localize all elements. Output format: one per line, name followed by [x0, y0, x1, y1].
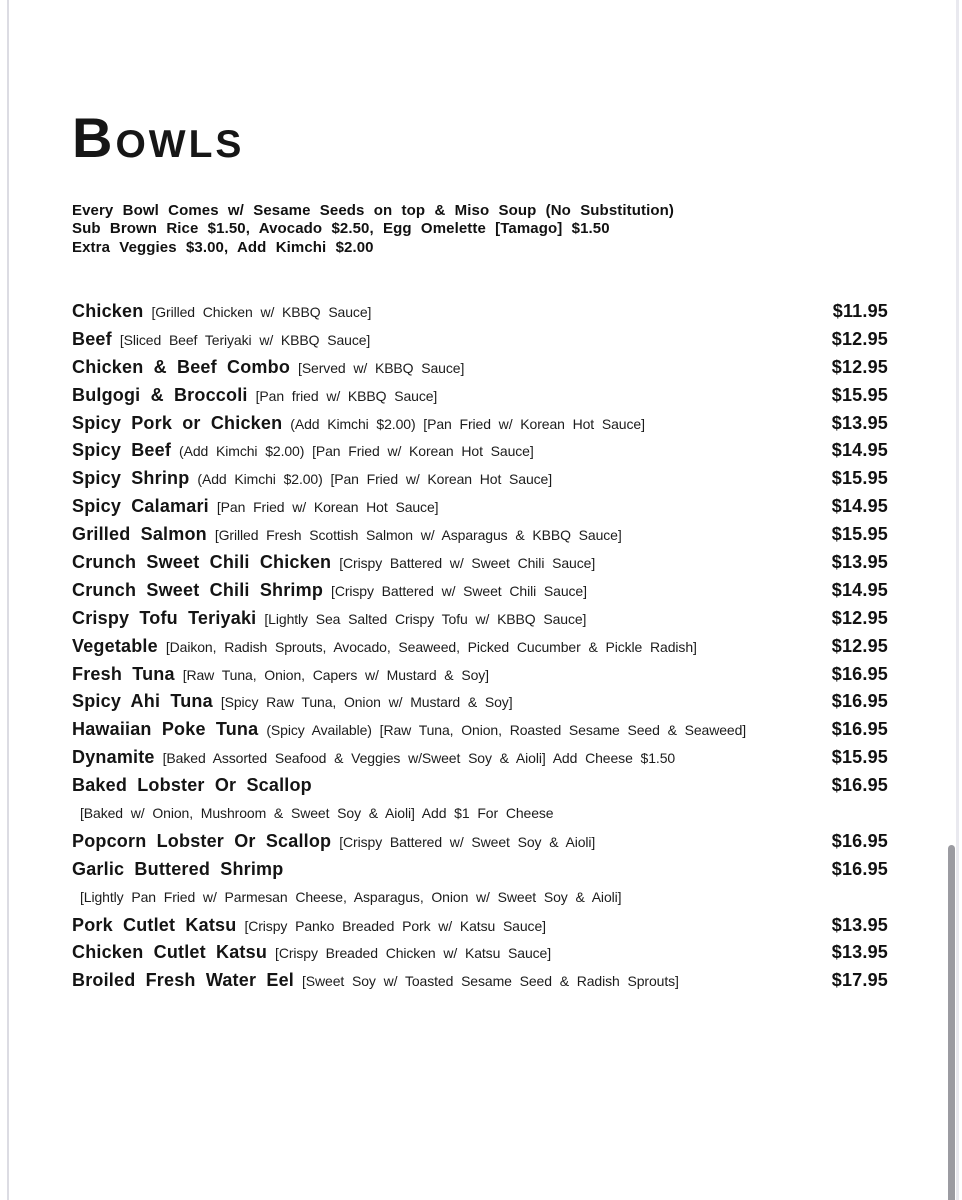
- item-price: $17.95: [830, 967, 888, 995]
- menu-item-subdescription: [Lightly Pan Fried w/ Parmesan Cheese, Asparagus, Onion w/ Sweet Soy & Aioli]: [80, 888, 622, 905]
- item-price: $13.95: [830, 912, 888, 940]
- item-price: $16.95: [830, 716, 888, 744]
- item-name: Fresh Tuna: [72, 663, 175, 684]
- item-price: $15.95: [830, 744, 888, 772]
- menu-note-line: Sub Brown Rice $1.50, Avocado $2.50, Egg Omelette [Tamago] $1.50: [72, 220, 610, 238]
- item-description: [Lightly Sea Salted Crispy Tofu w/ KBBQ Sauce]: [264, 610, 587, 627]
- menu-item-row: [72, 912, 888, 940]
- item-name: Crunch Sweet Chili Chicken: [72, 552, 332, 573]
- menu-item-row: [72, 939, 888, 967]
- item-description: [Crispy Panko Breaded Pork w/ Katsu Sauce]: [244, 917, 546, 934]
- menu-content: [72, 0, 888, 1200]
- item-description: [Pan Fried w/ Korean Hot Sauce]: [216, 499, 439, 516]
- item-price: $12.95: [830, 633, 888, 661]
- menu-item-row: [72, 577, 888, 605]
- menu-item-row: [72, 744, 888, 772]
- menu-item-row: [72, 465, 888, 493]
- item-name: Garlic Buttered Shrimp: [72, 858, 284, 879]
- item-description: [Grilled Fresh Scottish Salmon w/ Asparagus & KBBQ Sauce]: [214, 527, 622, 544]
- item-description: [Crispy Battered w/ Sweet Soy & Aioli]: [339, 833, 596, 850]
- item-name: Chicken & Beef Combo: [72, 356, 291, 377]
- item-description: [Crispy Battered w/ Sweet Chili Sauce]: [339, 555, 596, 572]
- item-price: $15.95: [830, 521, 888, 549]
- item-description: (Add Kimchi $2.00) [Pan Fried w/ Korean Hot Sauce]: [197, 471, 553, 488]
- item-name: Chicken Cutlet Katsu: [72, 942, 268, 963]
- menu-item-row: [72, 382, 888, 410]
- item-description: [Served w/ KBBQ Sauce]: [298, 359, 465, 376]
- item-price: $14.95: [830, 577, 888, 605]
- item-description: [Crispy Breaded Chicken w/ Katsu Sauce]: [275, 945, 552, 962]
- item-name: Broiled Fresh Water Eel: [72, 970, 294, 991]
- menu-item-row: [72, 326, 888, 354]
- item-price: $11.95: [831, 298, 888, 326]
- menu-item-row: [72, 605, 888, 633]
- menu-item-row: [72, 354, 888, 382]
- item-description: [Spicy Raw Tuna, Onion w/ Mustard & Soy]: [220, 694, 513, 711]
- menu-item-row: [72, 521, 888, 549]
- item-price: $14.95: [830, 493, 888, 521]
- item-name: Popcorn Lobster Or Scallop: [72, 830, 332, 851]
- menu-item-subdescription: [Baked w/ Onion, Mushroom & Sweet Soy & Aioli] Add $1 For Cheese: [80, 805, 554, 822]
- item-price: $15.95: [830, 382, 888, 410]
- item-name: Chicken: [72, 301, 144, 321]
- menu-items-list: [72, 298, 888, 995]
- menu-item-row: [72, 493, 888, 521]
- item-name: Crispy Tofu Teriyaki: [72, 607, 257, 628]
- item-name: Spicy Ahi Tuna: [72, 691, 213, 712]
- item-name: Crunch Sweet Chili Shrimp: [72, 579, 324, 600]
- menu-note-line: Every Bowl Comes w/ Sesame Seeds on top & Miso Soup (No Substitution): [72, 202, 674, 219]
- item-description: [Raw Tuna, Onion, Capers w/ Mustard & Soy]: [182, 666, 489, 683]
- menu-item-row: [72, 716, 888, 744]
- item-description: [Daikon, Radish Sprouts, Avocado, Seaweed, Picked Cucumber & Pickle Radish]: [165, 638, 697, 655]
- item-description: (Spicy Available) [Raw Tuna, Onion, Roasted Sesame Seed & Seaweed]: [266, 722, 747, 739]
- scrollbar-thumb[interactable]: [948, 845, 955, 1200]
- item-name: Spicy Pork or Chicken: [72, 412, 283, 433]
- page-left-border: [7, 0, 9, 1200]
- item-name: Beef: [72, 328, 112, 349]
- item-description: (Add Kimchi $2.00) [Pan Fried w/ Korean Hot Sauce]: [290, 415, 645, 432]
- item-name: Spicy Shrinp: [72, 468, 190, 489]
- menu-item-row: [72, 298, 888, 326]
- item-price: $12.95: [830, 605, 888, 633]
- item-price: $15.95: [830, 465, 888, 493]
- item-description: [Pan fried w/ KBBQ Sauce]: [255, 387, 438, 404]
- page-title: BOWLS: [72, 106, 245, 169]
- menu-notes: [72, 202, 674, 257]
- item-description: [Sweet Soy w/ Toasted Sesame Seed & Radish Sprouts]: [302, 973, 679, 990]
- menu-item-row: [72, 772, 888, 800]
- item-name: Pork Cutlet Katsu: [72, 914, 237, 935]
- menu-item-row: [72, 856, 888, 884]
- item-price: $13.95: [830, 410, 888, 438]
- item-name: Spicy Calamari: [72, 496, 209, 517]
- item-name: Spicy Beef: [72, 440, 172, 461]
- item-description: [Grilled Chicken w/ KBBQ Sauce]: [151, 304, 372, 320]
- menu-item-row: [72, 633, 888, 661]
- item-description: [Baked Assorted Seafood & Veggies w/Sweet Soy & Aioli] Add Cheese $1.50: [162, 750, 676, 767]
- item-name: Dynamite: [72, 747, 155, 768]
- item-price: $12.95: [830, 326, 888, 354]
- menu-note-line: Extra Veggies $3.00, Add Kimchi $2.00: [72, 238, 374, 256]
- menu-item-row: [72, 688, 888, 716]
- menu-item-row: [72, 661, 888, 689]
- item-description: [Crispy Battered w/ Sweet Chili Sauce]: [331, 582, 587, 599]
- menu-item-row: [72, 549, 888, 577]
- item-price: $16.95: [830, 856, 888, 884]
- item-price: $16.95: [830, 828, 888, 856]
- item-name: Bulgogi & Broccoli: [72, 384, 248, 405]
- item-name: Baked Lobster Or Scallop: [72, 775, 312, 796]
- menu-item-row: [72, 437, 888, 465]
- item-name: Hawaiian Poke Tuna: [72, 719, 259, 740]
- item-price: $16.95: [830, 688, 888, 716]
- item-description: (Add Kimchi $2.00) [Pan Fried w/ Korean Hot Sauce]: [179, 443, 534, 460]
- menu-item-row: [72, 410, 888, 438]
- item-price: $13.95: [830, 549, 888, 577]
- page-right-border: [956, 0, 959, 1200]
- item-description: [Sliced Beef Teriyaki w/ KBBQ Sauce]: [119, 331, 371, 348]
- item-price: $13.95: [830, 939, 888, 967]
- item-price: $12.95: [830, 354, 888, 382]
- item-price: $16.95: [830, 772, 888, 800]
- item-name: Grilled Salmon: [72, 524, 207, 545]
- menu-item-row: [72, 828, 888, 856]
- menu-item-row: [72, 967, 888, 995]
- item-price: $14.95: [830, 437, 888, 465]
- item-price: $16.95: [830, 661, 888, 689]
- item-name: Vegetable: [72, 635, 158, 656]
